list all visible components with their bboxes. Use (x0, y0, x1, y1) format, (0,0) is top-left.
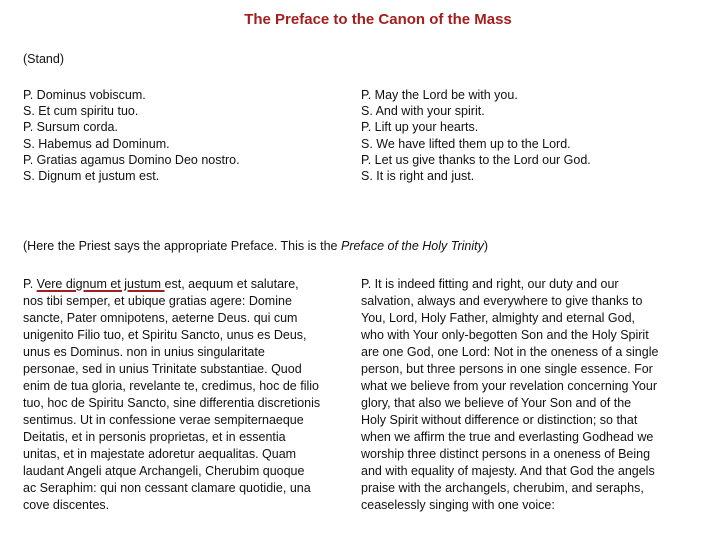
preface-english-line: what we believe from your revelation concerning Your (361, 379, 658, 393)
dialog-latin (23, 87, 240, 184)
preface-english-line: are one God, one Lord: Not in the oneness of a single (361, 345, 659, 359)
preface-english-line: ceaselessly singing with one voice: (361, 498, 555, 512)
preface-english-line: P. It is indeed fitting and right, our duty and our (361, 277, 619, 291)
preface-english-line: salvation, always and everywhere to give thanks to (361, 294, 643, 308)
preface-latin-line: enim de tua gloria, revelante te, credimus, hoc de filio (23, 379, 319, 393)
dialog-english (361, 87, 591, 184)
dialog-latin-line: S. Et cum spiritu tuo. (23, 104, 139, 119)
preface-english-line: when we affirm the true and everlasting Godhead we (361, 430, 654, 444)
preface-latin-line: unitas, et in majestate adoretur aequalitas. Quam (23, 447, 297, 461)
dialog-latin-line: S. Habemus ad Dominum. (23, 136, 170, 151)
dialog-english-line: P. Let us give thanks to the Lord our God. (361, 152, 591, 167)
preface-english-line: praise with the archangels, cherubim, and seraphs, (361, 481, 644, 495)
dialog-english-line: S. And with your spirit. (361, 104, 485, 119)
preface-latin-first-rest: est, aequum et salutare, (164, 277, 299, 291)
preface-latin-line: sancte, Pater omnipotens, aeterne Deus. qui cum (23, 311, 298, 325)
preface-latin-line: sentimus. Ut in confessione verae sempiternaeque (23, 413, 304, 427)
rubric-prefix: (Here the Priest says the appropriate Preface. This is the (23, 239, 341, 253)
preface-latin-line: personae, sed in unius Trinitate substantiae. Quod (23, 362, 302, 376)
preface-latin-line: ac Seraphim: qui non cessant clamare quotidie, una (23, 481, 311, 495)
preface-latin-line: unus es Dominus. non in unius singularitate (23, 345, 265, 359)
preface-latin-line: laudant Angeli atque Archangeli, Cherubim quoque (23, 464, 305, 478)
preface-english-line: and with equality of majesty. And that God the angels (361, 464, 655, 478)
dialog-english-line: S. It is right and just. (361, 169, 475, 184)
stand-note: (Stand) (23, 52, 64, 66)
preface-english-line: Holy Spirit without difference or distinction; so that (361, 413, 638, 427)
dialog-english-line: S. We have lifted them up to the Lord. (361, 136, 571, 151)
preface-latin-line: tuo, hoc de Spiritu Sancto, sine differentia discretionis (23, 396, 321, 410)
rubric-suffix: ) (483, 239, 489, 253)
dialog-latin-line: P. Gratias agamus Domino Deo nostro. (23, 152, 240, 167)
preface-latin-line (23, 276, 320, 293)
preface-english-line: worship three distinct persons in a oneness of Being (361, 447, 651, 461)
preface-latin-line: cove discentes. (23, 498, 110, 512)
preface-latin-line: unigenito Filio tuo, et Spiritu Sancto, unus es Deus, (23, 328, 307, 342)
dialog-english-line: P. May the Lord be with you. (361, 88, 518, 102)
page-title: The Preface to the Canon of the Mass (244, 11, 512, 28)
preface-english (361, 276, 658, 514)
preface-english-line: person, but three persons in one single essence. For (361, 362, 653, 376)
dialog-latin-line: P. Dominus vobiscum. (23, 88, 146, 102)
preface-latin-line: nos tibi semper, et ubique gratias agere: Domine (23, 294, 292, 308)
preface-latin-speaker: P. (23, 277, 37, 291)
rubric-preface-name: Preface of the Holy Trinity (340, 239, 484, 253)
rubric-instruction (23, 239, 488, 253)
dialog-latin-line: P. Sursum corda. (23, 120, 118, 135)
preface-latin (23, 276, 320, 514)
preface-latin-line: Deitatis, et in personis proprietas, et in essentia (23, 430, 286, 444)
dialog-latin-line: S. Dignum et justum est. (23, 169, 160, 184)
preface-english-line: You, Lord, Holy Father, almighty and eternal God, (361, 311, 636, 325)
preface-english-line: glory, that also we believe of Your Son and of the (361, 396, 632, 410)
dialog-english-line: P. Lift up your hearts. (361, 120, 479, 135)
underlined-incipit: Vere dignum et justum (36, 277, 165, 291)
preface-english-line: who with Your only-begotten Son and the Holy Spirit (361, 328, 649, 342)
